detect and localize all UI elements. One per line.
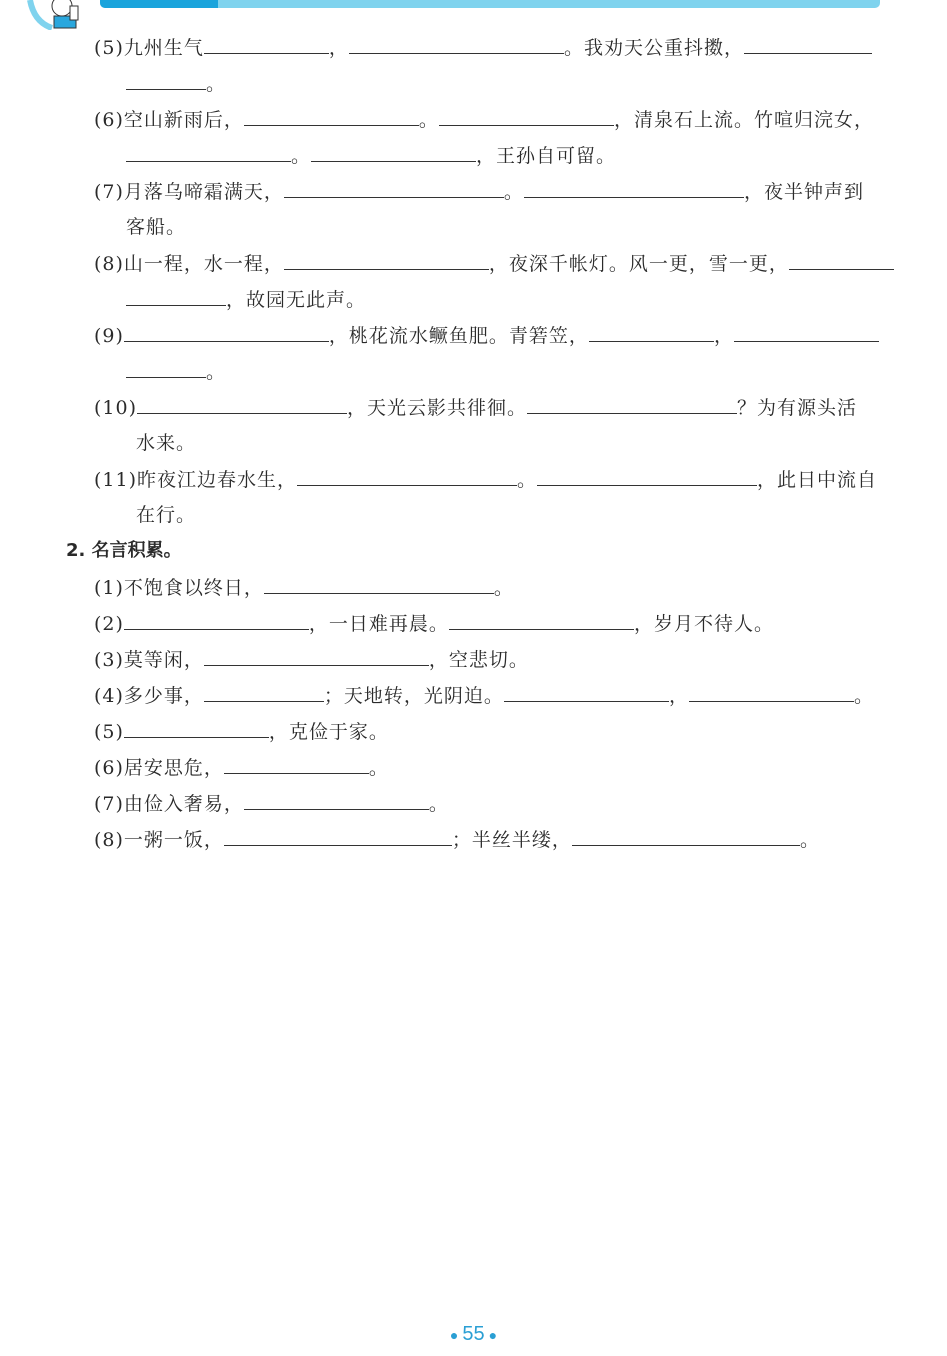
question-text: (8)山一程，水一程， xyxy=(94,253,284,275)
answer-blank[interactable] xyxy=(124,323,329,342)
question-text: 。 xyxy=(206,73,227,95)
question-text: 。 xyxy=(428,793,449,815)
answer-blank[interactable] xyxy=(264,575,494,594)
question-text: ；天地转，光阴迫。 xyxy=(323,685,504,707)
answer-blank[interactable] xyxy=(124,719,269,738)
answer-blank[interactable] xyxy=(349,35,564,54)
question-text: (4)多少事， xyxy=(94,685,204,707)
question-text: (8)一粥一饭， xyxy=(94,829,224,851)
answer-blank[interactable] xyxy=(734,323,879,342)
answer-blank[interactable] xyxy=(137,395,347,414)
answer-blank[interactable] xyxy=(297,467,517,486)
question-text: (7)由俭入奢易， xyxy=(94,793,244,815)
question-q9 xyxy=(94,323,879,348)
question-text: 。 xyxy=(799,829,820,851)
question-text: ，清泉石上流。竹喧归浣女， xyxy=(613,109,874,131)
answer-blank[interactable] xyxy=(126,143,291,162)
question-q10-cont xyxy=(136,431,196,455)
question-text: ，一日难再晨。 xyxy=(308,613,449,635)
maxim-m4 xyxy=(94,683,874,708)
answer-blank[interactable] xyxy=(311,143,476,162)
question-q6 xyxy=(94,107,874,132)
answer-blank[interactable] xyxy=(527,395,737,414)
question-q6-cont xyxy=(126,143,616,168)
question-text: ？为有源头活 xyxy=(737,397,858,419)
maxim-m2 xyxy=(94,611,774,636)
question-text: 水来。 xyxy=(136,432,197,454)
question-text: 。 xyxy=(368,757,389,779)
question-text: 。 xyxy=(503,181,524,203)
question-text: ，夜半钟声到 xyxy=(743,181,864,203)
question-text: ，故园无此声。 xyxy=(226,289,367,311)
answer-blank[interactable] xyxy=(244,107,419,126)
maxim-m3 xyxy=(94,647,529,672)
question-text: (5)九州生气 xyxy=(94,37,204,59)
answer-blank[interactable] xyxy=(126,359,206,378)
answer-blank[interactable] xyxy=(439,107,614,126)
answer-blank[interactable] xyxy=(204,647,429,666)
question-text: 。 xyxy=(493,577,514,599)
answer-blank[interactable] xyxy=(537,467,757,486)
question-text: (1)不饱食以终日， xyxy=(94,577,264,599)
answer-blank[interactable] xyxy=(124,611,309,630)
answer-blank[interactable] xyxy=(589,323,714,342)
answer-blank[interactable] xyxy=(449,611,634,630)
answer-blank[interactable] xyxy=(524,179,744,198)
question-text: ， xyxy=(668,685,689,707)
section-title: 2. 名言积累。 xyxy=(66,540,182,561)
question-text: 。 xyxy=(517,469,538,491)
question-text: ，空悲切。 xyxy=(428,649,529,671)
question-q11-cont xyxy=(136,503,196,527)
answer-blank[interactable] xyxy=(572,827,800,846)
page-number-text: 55 xyxy=(462,1323,485,1345)
maxim-m6 xyxy=(94,755,389,780)
question-q11 xyxy=(94,467,877,492)
question-q8-cont xyxy=(126,287,366,312)
question-text: ， xyxy=(328,37,349,59)
question-text: 。 xyxy=(291,145,312,167)
question-text: ，夜深千帐灯。风一更，雪一更， xyxy=(488,253,789,275)
question-text: ，天光云影共徘徊。 xyxy=(347,397,528,419)
question-text: ；半丝半缕， xyxy=(451,829,572,851)
question-text: (7)月落乌啼霜满天， xyxy=(94,181,284,203)
page-number xyxy=(0,1323,947,1346)
question-text: ，岁月不待人。 xyxy=(633,613,774,635)
answer-blank[interactable] xyxy=(689,683,854,702)
answer-blank[interactable] xyxy=(204,35,329,54)
question-text: (5) xyxy=(94,721,124,743)
maxim-m5 xyxy=(94,719,389,744)
header-bar-accent xyxy=(100,0,218,8)
question-text: 。 xyxy=(853,685,874,707)
question-text: (3)莫等闲， xyxy=(94,649,204,671)
question-text: (6)空山新雨后， xyxy=(94,109,244,131)
question-q7-cont xyxy=(126,215,186,239)
question-text: (9) xyxy=(94,325,124,347)
answer-blank[interactable] xyxy=(284,179,504,198)
question-text: 在行。 xyxy=(136,504,197,526)
question-q5-cont xyxy=(126,71,226,96)
question-q7 xyxy=(94,179,864,204)
answer-blank[interactable] xyxy=(284,251,489,270)
answer-blank[interactable] xyxy=(224,827,452,846)
question-text: 。 xyxy=(418,109,439,131)
question-text: (11)昨夜江边春水生， xyxy=(94,469,298,491)
question-text: 。 xyxy=(206,361,227,383)
question-text: ， xyxy=(713,325,734,347)
question-text: ，桃花流水鳜鱼肥。青箬笠， xyxy=(328,325,589,347)
maxim-m7 xyxy=(94,791,449,816)
answer-blank[interactable] xyxy=(789,251,894,270)
mascot-icon xyxy=(22,0,98,30)
question-text: ，此日中流自 xyxy=(757,469,878,491)
answer-blank[interactable] xyxy=(126,287,226,306)
question-q5 xyxy=(94,35,872,60)
question-text: ，克俭于家。 xyxy=(268,721,389,743)
maxim-m8 xyxy=(94,827,820,852)
answer-blank[interactable] xyxy=(224,755,369,774)
question-q8 xyxy=(94,251,894,276)
question-q9-cont xyxy=(126,359,226,384)
answer-blank[interactable] xyxy=(204,683,324,702)
maxim-m1 xyxy=(94,575,514,600)
question-text: (10) xyxy=(94,397,138,419)
answer-blank[interactable] xyxy=(504,683,669,702)
answer-blank[interactable] xyxy=(244,791,429,810)
question-text: 。我劝天公重抖擞， xyxy=(563,37,744,59)
question-text: (2) xyxy=(94,613,124,635)
answer-blank[interactable] xyxy=(126,71,206,90)
question-text: 客船。 xyxy=(126,216,187,238)
question-text: ，王孙自可留。 xyxy=(476,145,617,167)
dot-icon: ● xyxy=(449,1326,459,1343)
answer-blank[interactable] xyxy=(744,35,872,54)
dot-icon: ● xyxy=(488,1326,498,1343)
question-text: (6)居安思危， xyxy=(94,757,224,779)
question-q10 xyxy=(94,395,857,420)
